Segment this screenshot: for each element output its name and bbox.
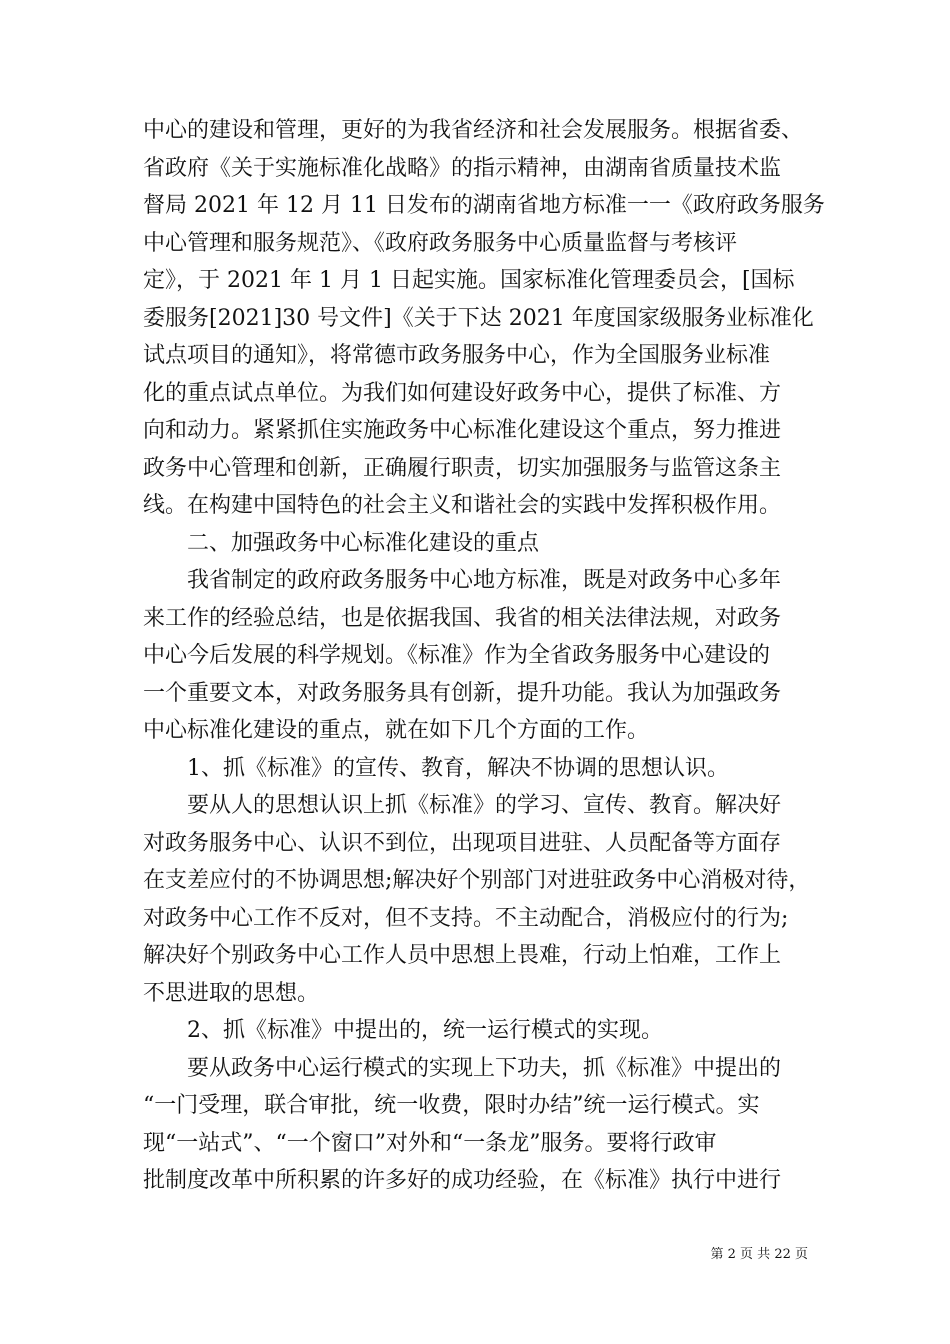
text-line: 省政府《关于实施标准化战略》的指示精神，由湖南省质量技术监 — [143, 155, 782, 181]
text-line: 一个重要文本，对政务服务具有创新，提升功能。我认为加强政务 — [143, 680, 782, 706]
text-line: 定》，于 2021 年 1 月 1 日起实施。国家标准化管理委员会，[国标 — [143, 268, 795, 293]
text-line: 现“一站式”、“一个窗口”对外和“一条龙”服务。要将行政审 — [143, 1130, 717, 1156]
text-line: 化的重点试点单位。为我们如何建设好政务中心，提供了标准、方 — [143, 380, 782, 406]
text-line: 对政务中心工作不反对，但不支持。不主动配合，消极应付的行为; — [143, 905, 789, 931]
text-line: 中心标准化建设的重点，就在如下几个方面的工作。 — [143, 718, 650, 743]
text-line: 督局 2021 年 12 月 11 日发布的湖南省地方标准一一《政府政务服务 — [143, 193, 825, 218]
text-line: 向和动力。紧紧抓住实施政务中心标准化建设这个重点，努力推进 — [143, 418, 782, 443]
page-number: 第 2 页 共 22 页 — [710, 1247, 808, 1262]
text-line: 对政务服务中心、认识不到位，出现项目进驻、人员配备等方面存 — [143, 830, 782, 856]
text-line: 委服务[2021]30 号文件]《关于下达 2021 年度国家级服务业标准化 — [143, 305, 814, 331]
text-line: 我省制定的政府政务服务中心地方标准，既是对政务中心多年 — [143, 568, 782, 593]
text-line: 要从人的思想认识上抓《标准》的学习、宣传、教育。解决好 — [143, 793, 782, 818]
text-line: 来工作的经验总结，也是依据我国、我省的相关法律法规，对政务 — [143, 605, 782, 631]
text-line: 在支差应付的不协调思想;解决好个别部门对进驻政务中心消极对待， — [143, 868, 811, 893]
subheading: 2、抓《标准》中提出的，统一运行模式的实现。 — [143, 1018, 663, 1043]
text-line: “一门受理，联合审批，统一收费，限时办结”统一运行模式。实 — [143, 1093, 760, 1118]
text-line: 政务中心管理和创新，正确履行职责，切实加强服务与监管这条主 — [143, 455, 782, 481]
text-line: 要从政务中心运行模式的实现上下功夫，抓《标准》中提出的 — [143, 1055, 782, 1081]
text-line: 解决好个别政务中心工作人员中思想上畏难，行动上怕难，工作上 — [143, 943, 782, 968]
subheading: 1、抓《标准》的宣传、教育，解决不协调的思想认识。 — [143, 755, 729, 781]
text-line: 批制度改革中所积累的许多好的成功经验，在《标准》执行中进行 — [143, 1168, 782, 1193]
text-line: 不思进取的思想。 — [143, 980, 320, 1006]
text-line: 试点项目的通知》，将常德市政务服务中心，作为全国服务业标准 — [143, 343, 771, 368]
text-line: 中心的建设和管理，更好的为我省经济和社会发展服务。根据省委、 — [143, 118, 804, 143]
text-line: 中心管理和服务规范》、《政府政务服务中心质量监督与考核评 — [143, 230, 738, 256]
body-text — [143, 112, 825, 1200]
text-line: 线。在构建中国特色的社会主义和谐社会的实践中发挥积极作用。 — [143, 493, 782, 518]
section-heading: 二、加强政务中心标准化建设的重点 — [143, 530, 540, 556]
text-line: 中心今后发展的科学规划。《标准》作为全省政务服务中心建设的 — [143, 643, 771, 668]
